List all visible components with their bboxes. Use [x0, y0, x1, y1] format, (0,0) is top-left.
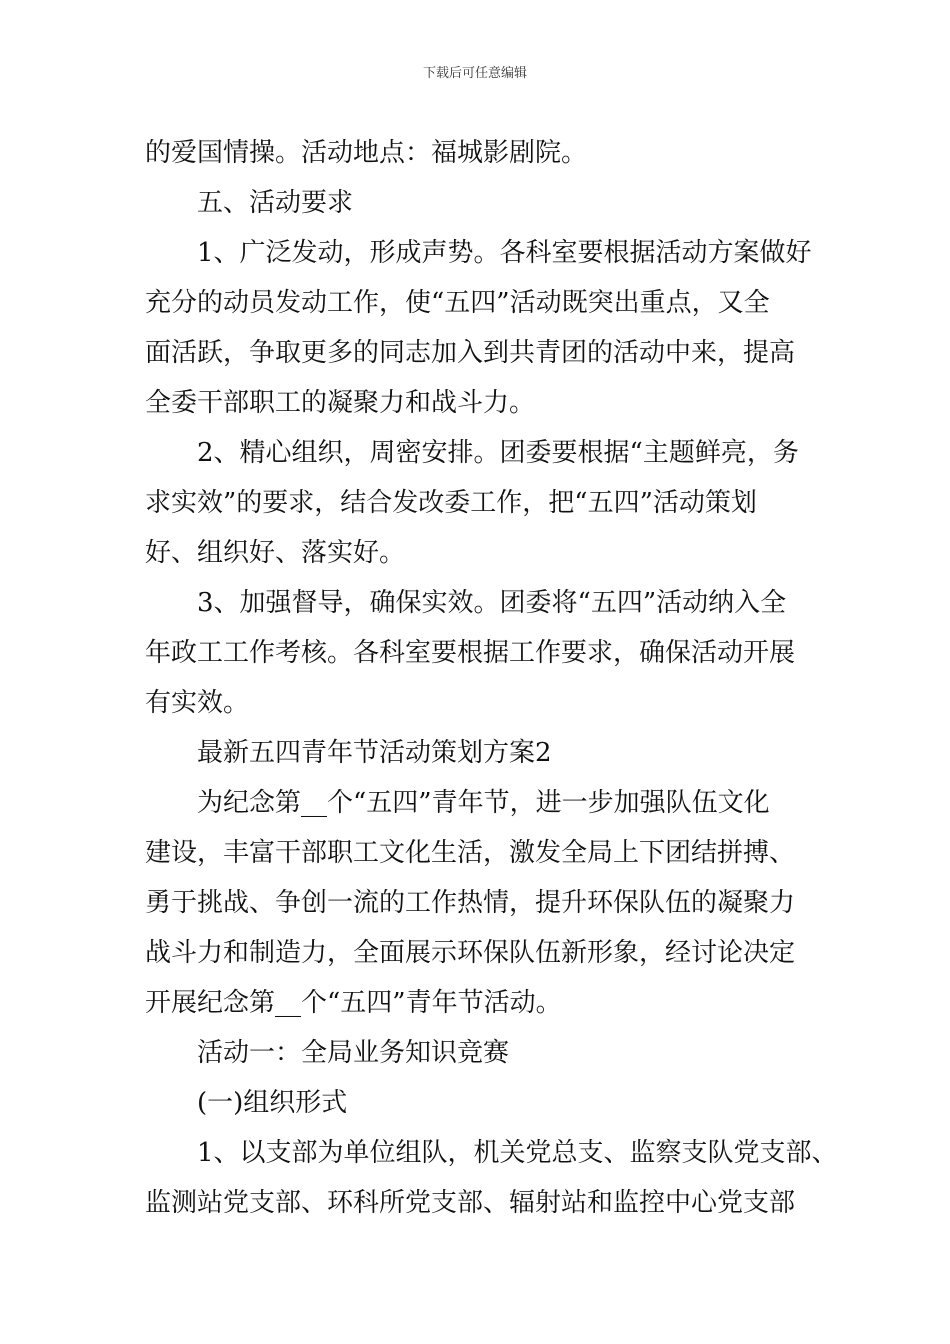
- document-body: [145, 128, 838, 1228]
- text-line: 面活跃，争取更多的同志加入到共青团的活动中来，提高: [145, 338, 796, 368]
- text-line: (一)组织形式: [197, 1088, 348, 1118]
- text-line: 建设，丰富干部职工文化生活，激发全局上下团结拼搏、: [145, 838, 796, 868]
- text-line: 有实效。: [145, 688, 250, 718]
- text-line: 充分的动员发动工作，使“五四”活动既突出重点，又全: [145, 288, 770, 318]
- page-header: 下载后可任意编辑: [422, 66, 527, 81]
- text-line: 2、精心组织，周密安排。团委要根据“主题鲜亮，务: [197, 438, 799, 468]
- text-line: 年政工工作考核。各科室要根据工作要求，确保活动开展: [145, 638, 796, 668]
- text-line: 开展纪念第__个“五四”青年节活动。: [145, 988, 562, 1018]
- text-line: 全委干部职工的凝聚力和战斗力。: [145, 388, 536, 418]
- text-line: 1、以支部为单位组队，机关党总支、监察支队党支部、: [197, 1138, 838, 1168]
- text-line: 为纪念第__个“五四”青年节，进一步加强队伍文化: [197, 788, 770, 818]
- text-line: 好、组织好、落实好。: [145, 538, 406, 568]
- text-line: 1、广泛发动，形成声势。各科室要根据活动方案做好: [197, 238, 812, 268]
- text-line: 战斗力和制造力，全面展示环保队伍新形象，经讨论决定: [145, 938, 796, 968]
- text-line: 活动一：全局业务知识竞赛: [197, 1038, 510, 1068]
- text-line: 最新五四青年节活动策划方案2: [197, 738, 552, 768]
- text-line: 的爱国情操。活动地点：福城影剧院。: [145, 138, 588, 168]
- text-line: 求实效”的要求，结合发改委工作，把“五四”活动策划: [145, 488, 757, 518]
- text-line: 3、加强督导，确保实效。团委将“五四”活动纳入全: [197, 588, 787, 618]
- text-line: 勇于挑战、争创一流的工作热情，提升环保队伍的凝聚力: [145, 888, 796, 918]
- text-line: 五、活动要求: [197, 188, 354, 218]
- text-line: 监测站党支部、环科所党支部、辐射站和监控中心党支部: [145, 1188, 796, 1218]
